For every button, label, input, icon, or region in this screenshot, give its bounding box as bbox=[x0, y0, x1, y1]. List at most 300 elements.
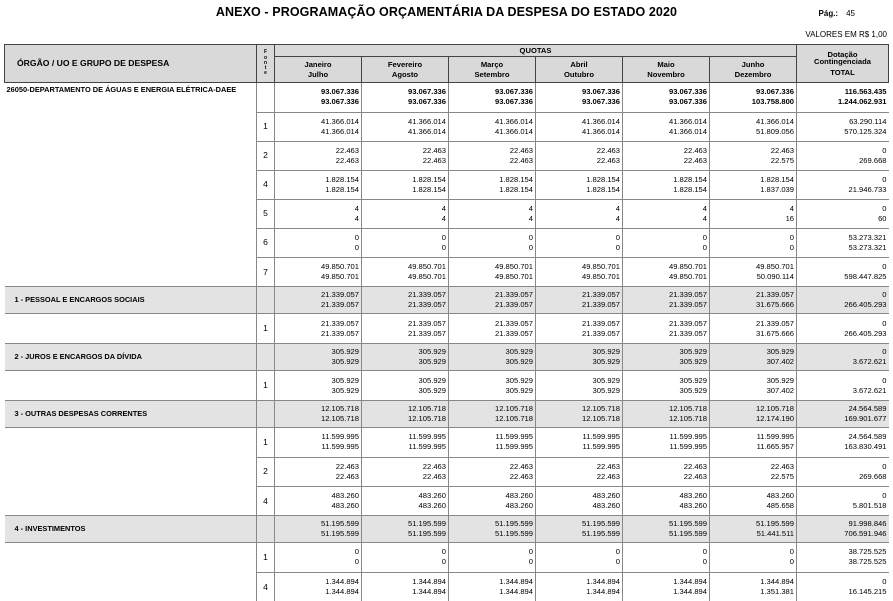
source-row bbox=[5, 572, 889, 601]
value-line-1: 305.929 bbox=[710, 376, 794, 386]
dotacao-cell bbox=[797, 401, 889, 428]
value-line-1: 11.599.995 bbox=[362, 432, 446, 442]
quota-cell bbox=[536, 344, 623, 371]
value-line-1: 305.929 bbox=[362, 347, 446, 357]
value-line-2: 11.599.995 bbox=[449, 442, 533, 452]
value-line-2: 305.929 bbox=[275, 386, 359, 396]
quota-cell bbox=[275, 228, 362, 257]
quota-cell bbox=[710, 257, 797, 287]
value-line-1: 1.828.154 bbox=[275, 175, 359, 185]
quota-cell bbox=[623, 141, 710, 170]
value-line-1: 21.339.057 bbox=[275, 290, 359, 300]
header-month-col bbox=[362, 57, 449, 83]
value-line-1: 305.929 bbox=[623, 347, 707, 357]
value-line-1: 22.463 bbox=[623, 146, 707, 156]
quota-cell bbox=[449, 112, 536, 141]
quota-cell bbox=[449, 486, 536, 516]
header-month-col bbox=[275, 57, 362, 83]
value-line-1: 0 bbox=[797, 290, 887, 300]
value-line-1: 0 bbox=[536, 233, 620, 243]
month-second: Novembro bbox=[647, 70, 685, 79]
value-line-1: 12.105.718 bbox=[275, 404, 359, 414]
value-line-2: 41.366.014 bbox=[275, 127, 359, 137]
value-line-2: 22.575 bbox=[710, 156, 794, 166]
value-line-2: 12.105.718 bbox=[362, 414, 446, 424]
value-line-1: 21.339.057 bbox=[362, 319, 446, 329]
quota-cell bbox=[362, 83, 449, 113]
row-source: 1 bbox=[257, 314, 275, 344]
row-label bbox=[5, 228, 257, 257]
value-line-1: 0 bbox=[797, 319, 887, 329]
value-line-1: 21.339.057 bbox=[362, 290, 446, 300]
quota-cell bbox=[275, 257, 362, 287]
value-line-1: 21.339.057 bbox=[536, 319, 620, 329]
quota-cell bbox=[623, 314, 710, 344]
value-line-1: 21.339.057 bbox=[623, 319, 707, 329]
header-dotacao-line1: Dotação bbox=[828, 50, 858, 59]
value-line-1: 1.828.154 bbox=[623, 175, 707, 185]
value-line-1: 1.344.894 bbox=[536, 577, 620, 587]
value-line-1: 91.998.846 bbox=[797, 519, 887, 529]
quota-cell bbox=[623, 457, 710, 486]
value-line-2: 0 bbox=[362, 557, 446, 567]
value-line-1: 38.725.525 bbox=[797, 547, 887, 557]
value-line-2: 31.675.666 bbox=[710, 329, 794, 339]
quota-cell bbox=[623, 572, 710, 601]
value-line-2: 51.441.511 bbox=[710, 529, 794, 539]
quota-cell bbox=[449, 287, 536, 314]
row-label: 1 - PESSOAL E ENCARGOS SOCIAIS bbox=[5, 287, 257, 314]
quota-cell bbox=[449, 572, 536, 601]
quota-cell bbox=[362, 401, 449, 428]
value-line-2: 16 bbox=[710, 214, 794, 224]
quota-cell bbox=[536, 170, 623, 199]
quota-cell bbox=[275, 457, 362, 486]
source-row bbox=[5, 257, 889, 287]
value-line-1: 4 bbox=[449, 204, 533, 214]
source-row bbox=[5, 371, 889, 401]
value-line-1: 483.260 bbox=[536, 491, 620, 501]
value-line-2: 22.463 bbox=[623, 156, 707, 166]
value-line-1: 49.850.701 bbox=[536, 262, 620, 272]
dotacao-cell bbox=[797, 572, 889, 601]
value-line-2: 0 bbox=[449, 243, 533, 253]
value-line-2: 93.067.336 bbox=[536, 97, 620, 107]
source-row bbox=[5, 170, 889, 199]
value-line-1: 4 bbox=[536, 204, 620, 214]
value-line-2: 49.850.701 bbox=[536, 272, 620, 282]
dotacao-cell bbox=[797, 228, 889, 257]
dotacao-cell bbox=[797, 371, 889, 401]
quota-cell bbox=[623, 344, 710, 371]
quota-cell bbox=[449, 83, 536, 113]
quota-cell bbox=[623, 228, 710, 257]
value-line-2: 11.665.957 bbox=[710, 442, 794, 452]
value-line-1: 49.850.701 bbox=[623, 262, 707, 272]
row-source: 4 bbox=[257, 572, 275, 601]
value-line-2: 21.339.057 bbox=[275, 300, 359, 310]
row-source: 1 bbox=[257, 428, 275, 458]
quota-cell bbox=[275, 287, 362, 314]
value-line-1: 0 bbox=[623, 547, 707, 557]
row-source bbox=[257, 287, 275, 314]
value-line-1: 22.463 bbox=[449, 462, 533, 472]
values-unit-note: VALORES EM R$ 1,00 bbox=[805, 30, 887, 39]
row-source: 5 bbox=[257, 199, 275, 228]
value-line-1: 305.929 bbox=[275, 376, 359, 386]
value-line-1: 51.195.599 bbox=[536, 519, 620, 529]
value-line-2: 4 bbox=[623, 214, 707, 224]
quota-cell bbox=[536, 457, 623, 486]
value-line-2: 305.929 bbox=[275, 357, 359, 367]
dotacao-cell bbox=[797, 457, 889, 486]
value-line-1: 483.260 bbox=[362, 491, 446, 501]
quota-cell bbox=[362, 572, 449, 601]
quota-cell bbox=[536, 112, 623, 141]
value-line-2: 22.463 bbox=[536, 472, 620, 482]
value-line-2: 266.405.293 bbox=[797, 329, 887, 339]
value-line-2: 305.929 bbox=[449, 386, 533, 396]
value-line-2: 21.339.057 bbox=[623, 300, 707, 310]
value-line-1: 53.273.321 bbox=[797, 233, 887, 243]
value-line-1: 22.463 bbox=[710, 462, 794, 472]
value-line-1: 1.828.154 bbox=[449, 175, 533, 185]
dotacao-cell bbox=[797, 344, 889, 371]
value-line-1: 93.067.336 bbox=[362, 87, 446, 97]
quota-cell bbox=[275, 170, 362, 199]
quota-cell bbox=[623, 486, 710, 516]
dotacao-cell bbox=[797, 486, 889, 516]
value-line-2: 0 bbox=[449, 557, 533, 567]
value-line-2: 11.599.995 bbox=[362, 442, 446, 452]
value-line-2: 51.195.599 bbox=[449, 529, 533, 539]
quota-cell bbox=[449, 428, 536, 458]
value-line-2: 5.801.518 bbox=[797, 501, 887, 511]
dotacao-cell bbox=[797, 83, 889, 113]
quota-cell bbox=[275, 516, 362, 543]
value-line-2: 0 bbox=[710, 557, 794, 567]
quota-cell bbox=[710, 516, 797, 543]
value-line-1: 21.339.057 bbox=[449, 290, 533, 300]
quota-cell bbox=[710, 170, 797, 199]
quota-cell bbox=[449, 141, 536, 170]
quota-cell bbox=[275, 83, 362, 113]
value-line-2: 49.850.701 bbox=[362, 272, 446, 282]
row-source: 2 bbox=[257, 141, 275, 170]
value-line-2: 305.929 bbox=[536, 357, 620, 367]
value-line-1: 305.929 bbox=[536, 347, 620, 357]
quota-cell bbox=[536, 543, 623, 573]
value-line-1: 0 bbox=[797, 462, 887, 472]
header-dotacao-line2: Contingenciada bbox=[814, 57, 871, 66]
value-line-2: 38.725.525 bbox=[797, 557, 887, 567]
quota-cell bbox=[275, 314, 362, 344]
value-line-1: 21.339.057 bbox=[710, 319, 794, 329]
quota-cell bbox=[710, 83, 797, 113]
dotacao-cell bbox=[797, 428, 889, 458]
value-line-1: 21.339.057 bbox=[536, 290, 620, 300]
value-line-1: 1.344.894 bbox=[710, 577, 794, 587]
value-line-1: 49.850.701 bbox=[362, 262, 446, 272]
quota-cell bbox=[275, 401, 362, 428]
quota-cell bbox=[362, 543, 449, 573]
quota-cell bbox=[536, 486, 623, 516]
quota-cell bbox=[710, 141, 797, 170]
quota-cell bbox=[275, 428, 362, 458]
value-line-2: 22.463 bbox=[623, 472, 707, 482]
value-line-2: 12.174.190 bbox=[710, 414, 794, 424]
quota-cell bbox=[449, 170, 536, 199]
group-row bbox=[5, 401, 889, 428]
month-second: Julho bbox=[308, 70, 328, 79]
quota-cell bbox=[449, 371, 536, 401]
header-dotacao-line3: TOTAL bbox=[830, 69, 855, 77]
value-line-1: 93.067.336 bbox=[449, 87, 533, 97]
value-line-1: 4 bbox=[623, 204, 707, 214]
row-label: 2 - JUROS E ENCARGOS DA DÍVIDA bbox=[5, 344, 257, 371]
org-row bbox=[5, 83, 889, 113]
quota-cell bbox=[623, 199, 710, 228]
value-line-1: 0 bbox=[797, 262, 887, 272]
group-row bbox=[5, 344, 889, 371]
month-second: Agosto bbox=[392, 70, 418, 79]
row-label bbox=[5, 257, 257, 287]
value-line-1: 12.105.718 bbox=[710, 404, 794, 414]
value-line-1: 22.463 bbox=[275, 146, 359, 156]
value-line-2: 49.850.701 bbox=[623, 272, 707, 282]
quota-cell bbox=[623, 371, 710, 401]
value-line-1: 483.260 bbox=[275, 491, 359, 501]
value-line-2: 21.339.057 bbox=[449, 329, 533, 339]
value-line-2: 50.090.114 bbox=[710, 272, 794, 282]
value-line-1: 1.828.154 bbox=[362, 175, 446, 185]
value-line-1: 1.344.894 bbox=[362, 577, 446, 587]
value-line-1: 0 bbox=[797, 347, 887, 357]
quota-cell bbox=[623, 112, 710, 141]
value-line-1: 41.366.014 bbox=[275, 117, 359, 127]
value-line-1: 0 bbox=[797, 491, 887, 501]
value-line-2: 93.067.336 bbox=[362, 97, 446, 107]
value-line-1: 1.828.154 bbox=[536, 175, 620, 185]
value-line-1: 51.195.599 bbox=[362, 519, 446, 529]
value-line-1: 12.105.718 bbox=[362, 404, 446, 414]
value-line-2: 4 bbox=[362, 214, 446, 224]
quota-cell bbox=[362, 344, 449, 371]
value-line-2: 305.929 bbox=[623, 386, 707, 396]
value-line-1: 0 bbox=[362, 233, 446, 243]
value-line-2: 12.105.718 bbox=[623, 414, 707, 424]
value-line-2: 11.599.995 bbox=[275, 442, 359, 452]
month-second: Outubro bbox=[564, 70, 594, 79]
value-line-1: 4 bbox=[710, 204, 794, 214]
value-line-2: 31.675.666 bbox=[710, 300, 794, 310]
month-first: Fevereiro bbox=[388, 60, 422, 69]
header-quotas: QUOTAS bbox=[275, 45, 797, 57]
value-line-1: 483.260 bbox=[449, 491, 533, 501]
dotacao-cell bbox=[797, 543, 889, 573]
row-source: 1 bbox=[257, 112, 275, 141]
budget-table bbox=[4, 44, 889, 601]
quota-cell bbox=[536, 141, 623, 170]
value-line-2: 41.366.014 bbox=[623, 127, 707, 137]
value-line-2: 22.463 bbox=[449, 472, 533, 482]
quota-cell bbox=[623, 287, 710, 314]
value-line-2: 0 bbox=[536, 557, 620, 567]
quota-cell bbox=[275, 486, 362, 516]
quota-cell bbox=[536, 428, 623, 458]
value-line-1: 305.929 bbox=[536, 376, 620, 386]
value-line-2: 12.105.718 bbox=[449, 414, 533, 424]
value-line-2: 41.366.014 bbox=[536, 127, 620, 137]
value-line-2: 16.145.215 bbox=[797, 587, 887, 597]
value-line-1: 1.344.894 bbox=[623, 577, 707, 587]
quota-cell bbox=[275, 543, 362, 573]
value-line-2: 1.344.894 bbox=[362, 587, 446, 597]
value-line-2: 269.668 bbox=[797, 472, 887, 482]
value-line-2: 21.339.057 bbox=[275, 329, 359, 339]
value-line-2: 169.901.677 bbox=[797, 414, 887, 424]
value-line-1: 0 bbox=[797, 146, 887, 156]
value-line-1: 11.599.995 bbox=[536, 432, 620, 442]
row-source bbox=[257, 401, 275, 428]
quota-cell bbox=[449, 457, 536, 486]
quota-cell bbox=[710, 457, 797, 486]
value-line-1: 483.260 bbox=[710, 491, 794, 501]
quota-cell bbox=[623, 516, 710, 543]
value-line-1: 12.105.718 bbox=[623, 404, 707, 414]
quota-cell bbox=[275, 141, 362, 170]
value-line-1: 21.339.057 bbox=[449, 319, 533, 329]
value-line-2: 305.929 bbox=[362, 386, 446, 396]
quota-cell bbox=[449, 516, 536, 543]
value-line-2: 51.195.599 bbox=[362, 529, 446, 539]
value-line-2: 163.830.491 bbox=[797, 442, 887, 452]
value-line-2: 22.463 bbox=[536, 156, 620, 166]
value-line-2: 570.125.324 bbox=[797, 127, 887, 137]
value-line-2: 307.402 bbox=[710, 357, 794, 367]
dotacao-cell bbox=[797, 287, 889, 314]
quota-cell bbox=[536, 401, 623, 428]
value-line-1: 51.195.599 bbox=[449, 519, 533, 529]
quota-cell bbox=[623, 257, 710, 287]
value-line-1: 0 bbox=[797, 175, 887, 185]
month-first: Janeiro bbox=[304, 60, 331, 69]
value-line-2: 22.463 bbox=[275, 472, 359, 482]
quota-cell bbox=[623, 83, 710, 113]
row-source: 6 bbox=[257, 228, 275, 257]
quota-cell bbox=[710, 287, 797, 314]
quota-cell bbox=[710, 314, 797, 344]
value-line-2: 1.828.154 bbox=[275, 185, 359, 195]
month-first: Junho bbox=[742, 60, 765, 69]
value-line-2: 49.850.701 bbox=[449, 272, 533, 282]
value-line-2: 3.672.621 bbox=[797, 357, 887, 367]
value-line-2: 485.658 bbox=[710, 501, 794, 511]
value-line-2: 305.929 bbox=[362, 357, 446, 367]
quota-cell bbox=[275, 371, 362, 401]
value-line-1: 22.463 bbox=[275, 462, 359, 472]
value-line-1: 0 bbox=[797, 376, 887, 386]
dotacao-cell bbox=[797, 516, 889, 543]
value-line-2: 483.260 bbox=[536, 501, 620, 511]
value-line-1: 49.850.701 bbox=[710, 262, 794, 272]
value-line-2: 21.339.057 bbox=[536, 300, 620, 310]
row-label bbox=[5, 141, 257, 170]
page-number bbox=[819, 9, 855, 18]
value-line-2: 21.339.057 bbox=[623, 329, 707, 339]
value-line-1: 305.929 bbox=[275, 347, 359, 357]
value-line-1: 4 bbox=[275, 204, 359, 214]
value-line-1: 0 bbox=[275, 547, 359, 557]
quota-cell bbox=[275, 199, 362, 228]
value-line-1: 41.366.014 bbox=[623, 117, 707, 127]
quota-cell bbox=[623, 401, 710, 428]
quota-cell bbox=[362, 170, 449, 199]
row-source bbox=[257, 516, 275, 543]
value-line-2: 483.260 bbox=[275, 501, 359, 511]
value-line-1: 51.195.599 bbox=[275, 519, 359, 529]
row-source: 7 bbox=[257, 257, 275, 287]
value-line-1: 22.463 bbox=[362, 462, 446, 472]
value-line-2: 4 bbox=[536, 214, 620, 224]
quota-cell bbox=[275, 572, 362, 601]
value-line-1: 12.105.718 bbox=[449, 404, 533, 414]
value-line-2: 0 bbox=[710, 243, 794, 253]
value-line-1: 22.463 bbox=[623, 462, 707, 472]
value-line-2: 1.344.894 bbox=[275, 587, 359, 597]
quota-cell bbox=[362, 516, 449, 543]
source-row bbox=[5, 543, 889, 573]
value-line-2: 21.339.057 bbox=[362, 300, 446, 310]
value-line-2: 21.339.057 bbox=[362, 329, 446, 339]
dotacao-cell bbox=[797, 112, 889, 141]
value-line-2: 60 bbox=[797, 214, 887, 224]
quota-cell bbox=[623, 170, 710, 199]
value-line-2: 3.672.621 bbox=[797, 386, 887, 396]
value-line-2: 598.447.825 bbox=[797, 272, 887, 282]
value-line-2: 21.339.057 bbox=[536, 329, 620, 339]
quota-cell bbox=[275, 112, 362, 141]
source-row bbox=[5, 228, 889, 257]
row-source: 1 bbox=[257, 371, 275, 401]
value-line-2: 305.929 bbox=[536, 386, 620, 396]
value-line-1: 11.599.995 bbox=[449, 432, 533, 442]
quota-cell bbox=[449, 257, 536, 287]
header-org: ÓRGÃO / UO E GRUPO DE DESPESA bbox=[5, 45, 257, 83]
row-label bbox=[5, 314, 257, 344]
value-line-1: 12.105.718 bbox=[536, 404, 620, 414]
quota-cell bbox=[449, 543, 536, 573]
value-line-2: 21.339.057 bbox=[449, 300, 533, 310]
value-line-1: 305.929 bbox=[449, 376, 533, 386]
value-line-2: 0 bbox=[275, 557, 359, 567]
value-line-1: 51.195.599 bbox=[710, 519, 794, 529]
value-line-1: 93.067.336 bbox=[536, 87, 620, 97]
value-line-1: 21.339.057 bbox=[275, 319, 359, 329]
row-source: 2 bbox=[257, 457, 275, 486]
value-line-1: 93.067.336 bbox=[623, 87, 707, 97]
value-line-2: 4 bbox=[449, 214, 533, 224]
value-line-2: 1.344.894 bbox=[623, 587, 707, 597]
quota-cell bbox=[710, 572, 797, 601]
value-line-1: 51.195.599 bbox=[623, 519, 707, 529]
value-line-2: 1.837.039 bbox=[710, 185, 794, 195]
value-line-2: 41.366.014 bbox=[449, 127, 533, 137]
value-line-2: 1.244.062.931 bbox=[797, 97, 887, 107]
quota-cell bbox=[362, 371, 449, 401]
value-line-2: 11.599.995 bbox=[623, 442, 707, 452]
value-line-1: 22.463 bbox=[710, 146, 794, 156]
